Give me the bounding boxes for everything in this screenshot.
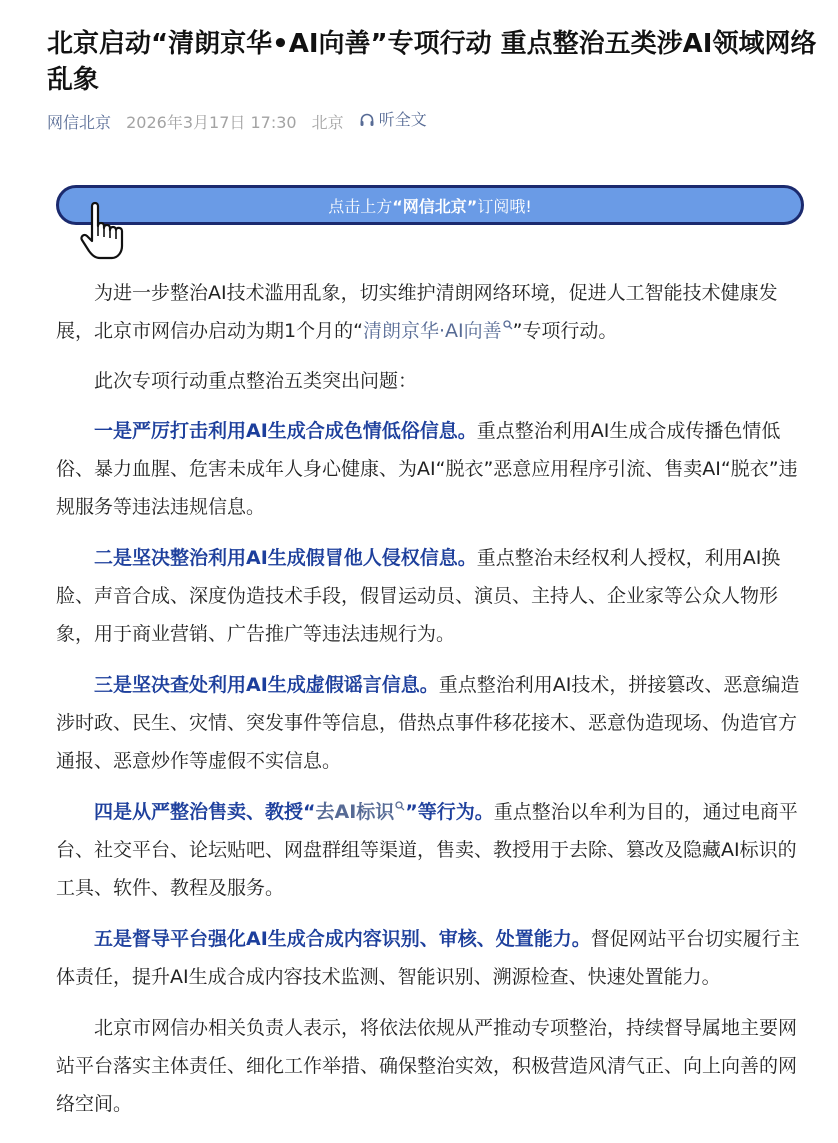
listen-label: 听全文 — [378, 110, 427, 129]
item-4-body: 重点整治以牟利为目的，通过电商平台、社交平台、论坛贴吧、网盘群组等渠道，售卖、教授用于去除、篡改及隐藏AI标识的工具、软件、教程及服务。 — [56, 801, 798, 899]
item-5-title: 五是督导平台强化AI生成合成内容识别、审核、处置能力。 — [94, 928, 591, 950]
lead-paragraph: 此次专项行动重点整治五类突出问题： — [94, 370, 418, 392]
article-title: 北京启动“清朗京华•AI向善”专项行动 重点整治五类涉AI领域网络乱象 — [47, 29, 817, 95]
intro-text-b: ”专项行动。 — [512, 320, 618, 342]
closing-paragraph: 北京市网信办相关负责人表示，将依法依规从严推动专项整治，持续督导属地主要网站平台落实主体责任、细化工作举措、确保整治实效，积极营造风清气正、向上向善的网络空间。 — [56, 1017, 798, 1115]
article-date: 2026年3月17日 17:30 — [126, 113, 297, 132]
article-source-link[interactable]: 网信北京 — [47, 113, 112, 132]
item-5-paragraph — [56, 920, 808, 996]
item-4-title-b: ”等行为。 — [405, 801, 494, 823]
banner-highlight: “网信北京” — [392, 196, 478, 216]
subscribe-banner[interactable] — [56, 185, 804, 225]
intro-search-link[interactable] — [363, 320, 513, 342]
item-4-link-text: 去AI标识 — [315, 801, 395, 823]
item-4-title-a: 四是从严整治售卖、教授“ — [94, 801, 316, 823]
article-location: 北京 — [311, 113, 344, 132]
item-2-body: 重点整治未经权利人授权，利用AI换脸、声音合成、深度伪造技术手段，假冒运动员、演员、主持人、企业家等公众人物形象，用于商业营销、广告推广等违法违规行为。 — [56, 547, 781, 645]
item-2-paragraph — [56, 539, 808, 653]
item-3-paragraph — [56, 666, 808, 780]
search-icon — [503, 320, 513, 330]
banner-suffix: 订阅哦! — [477, 196, 532, 216]
item-1-paragraph — [56, 412, 808, 526]
pointing-hand-icon — [78, 200, 134, 262]
item-4-paragraph — [56, 793, 808, 907]
search-icon — [395, 801, 405, 811]
headphones-icon — [359, 112, 375, 128]
listen-button[interactable] — [359, 109, 437, 131]
item-1-title: 一是严厉打击利用AI生成合成色情低俗信息。 — [94, 420, 477, 442]
item-5-body: 督促网站平台切实履行主体责任，提升AI生成合成内容技术监测、智能识别、溯源检查、快速处置能力。 — [56, 928, 800, 988]
intro-link-text: 清朗京华·AI向善 — [362, 320, 502, 342]
item-4-search-link[interactable] — [316, 801, 406, 823]
intro-text-a: 为进一步整治AI技术滥用乱象，切实维护清朗网络环境，促进人工智能技术健康发展，北京市网信办启动为期1个月的“ — [56, 282, 778, 342]
item-3-body: 重点整治利用AI技术，拼接篡改、恶意编造涉时政、民生、灾情、突发事件等信息，借热点事件移花接木、恶意伪造现场、伪造官方通报、恶意炒作等虚假不实信息。 — [56, 674, 800, 772]
article-meta — [47, 109, 437, 131]
intro-paragraph — [56, 274, 808, 350]
banner-prefix: 点击上方 — [328, 196, 393, 216]
item-2-title: 二是坚决整治利用AI生成假冒他人侵权信息。 — [94, 547, 477, 569]
item-3-title: 三是坚决查处利用AI生成虚假谣言信息。 — [94, 674, 439, 696]
item-1-body: 重点整治利用AI生成合成传播色情低俗、暴力血腥、危害未成年人身心健康、为AI“脱衣”恶意应用程序引流、售卖AI“脱衣”违规服务等违法违规信息。 — [56, 420, 798, 518]
